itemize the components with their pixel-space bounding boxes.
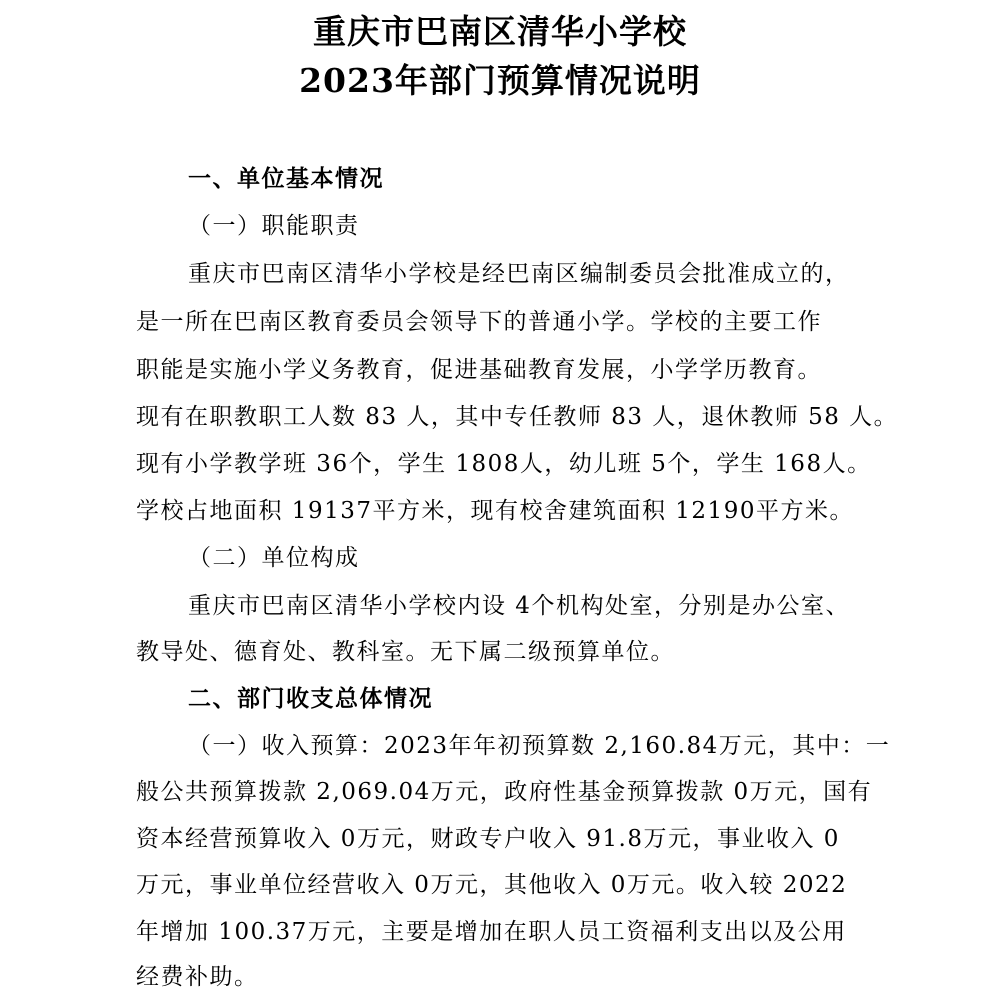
- paragraph-line: 经费补助。: [136, 964, 259, 990]
- document-title-line-2: 2023年部门预算情况说明: [299, 61, 701, 100]
- paragraph-line: 是一所在巴南区教育委员会领导下的普通小学。学校的主要工作: [136, 309, 822, 335]
- paragraph-line: 学校占地面积 19137平方米，现有校舍建筑面积 12190平方米。: [136, 498, 854, 524]
- subsection-1-heading: （一）职能职责: [188, 213, 360, 239]
- document-title-line-1: 重庆市巴南区清华小学校: [313, 12, 687, 51]
- paragraph-line: 现有在职教职工人数 83 人，其中专任教师 83 人，退休教师 58 人。: [136, 404, 899, 430]
- paragraph-line: 年增加 100.37万元，主要是增加在职人员工资福利支出以及公用: [136, 919, 847, 945]
- paragraph-line: （一）收入预算：2023年年初预算数 2,160.84万元，其中：一: [188, 733, 891, 759]
- paragraph-line: 现有小学教学班 36个，学生 1808人，幼儿班 5个，学生 168人。: [136, 451, 872, 477]
- paragraph-line: 万元，事业单位经营收入 0万元，其他收入 0万元。收入较 2022: [136, 872, 848, 898]
- paragraph-line: 重庆市巴南区清华小学校内设 4个机构处室，分别是办公室、: [188, 593, 850, 619]
- paragraph-line: 重庆市巴南区清华小学校是经巴南区编制委员会批准成立的，: [188, 261, 850, 287]
- paragraph-line: 职能是实施小学义务教育，促进基础教育发展，小学学历教育。: [136, 357, 822, 383]
- subsection-2-heading: （二）单位构成: [188, 545, 360, 571]
- section-2-heading: 二、部门收支总体情况: [188, 685, 433, 712]
- paragraph-line: 资本经营预算收入 0万元，财政专户收入 91.8万元，事业收入 0: [136, 826, 840, 852]
- section-1-heading: 一、单位基本情况: [188, 165, 384, 192]
- paragraph-line: 般公共预算拨款 2,069.04万元，政府性基金预算拨款 0万元，国有: [136, 779, 873, 805]
- paragraph-line: 教导处、德育处、教科室。无下属二级预算单位。: [136, 639, 675, 665]
